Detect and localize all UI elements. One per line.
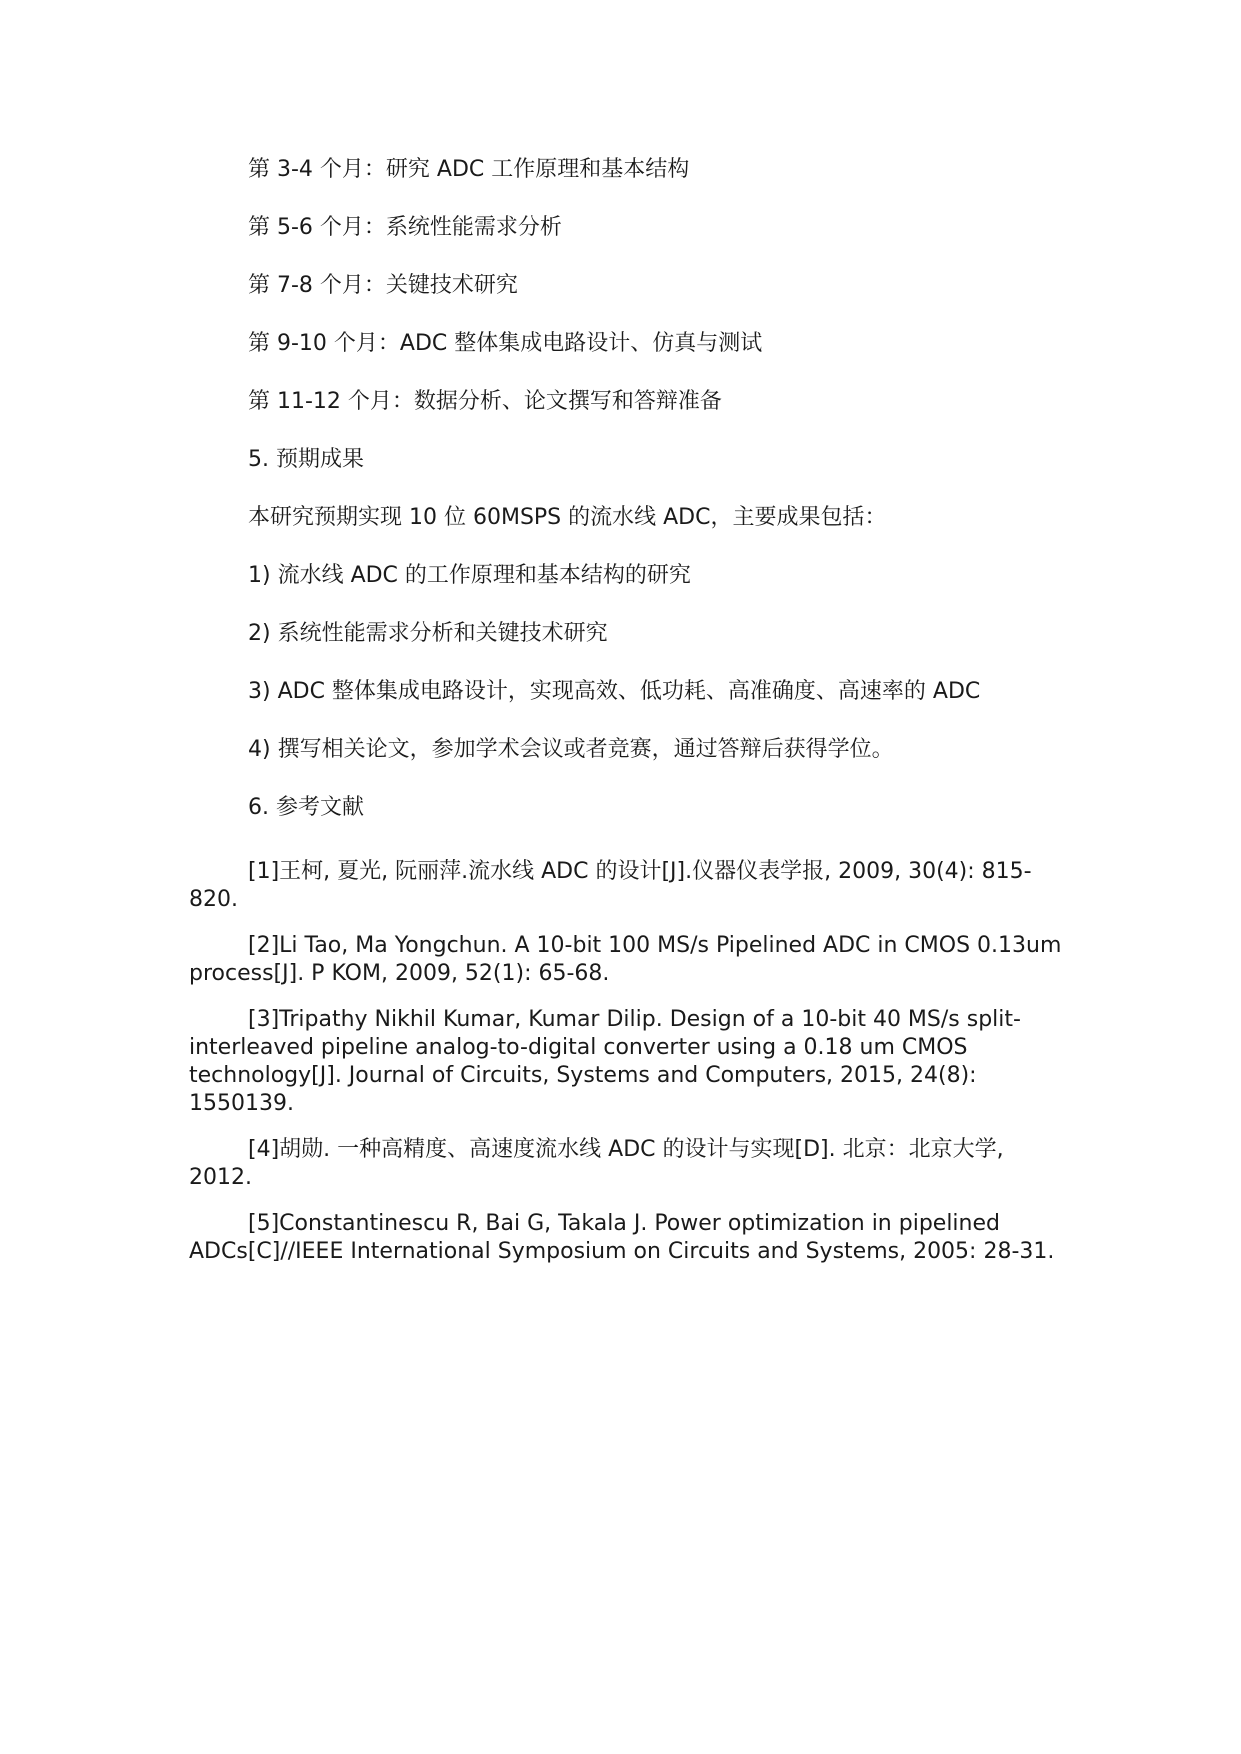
schedule-and-outcomes bbox=[248, 155, 1068, 851]
reference-entry: [2]Li Tao, Ma Yongchun. A 10-bit 100 MS/s Pipelined ADC in CMOS 0.13um process[J]. P KOM, 2009, 52(1): 65-68. bbox=[189, 933, 1062, 986]
schedule-item: 第 5-6 个月：系统性能需求分析 bbox=[248, 215, 562, 240]
outcomes-intro: 本研究预期实现 10 位 60MSPS 的流水线 ADC，主要成果包括： bbox=[248, 505, 887, 530]
reference-entry: [4]胡勋. 一种高精度、高速度流水线 ADC 的设计与实现[D]. 北京：北京大学, 2012. bbox=[189, 1137, 1004, 1190]
schedule-item: 第 3-4 个月：研究 ADC 工作原理和基本结构 bbox=[248, 157, 690, 182]
schedule-item: 第 7-8 个月：关键技术研究 bbox=[248, 273, 518, 298]
schedule-item: 第 11-12 个月：数据分析、论文撰写和答辩准备 bbox=[248, 389, 722, 414]
reference-entry: [1]王柯, 夏光, 阮丽萍.流水线 ADC 的设计[J].仪器仪表学报, 2009, 30(4): 815-820. bbox=[189, 859, 1032, 912]
schedule-item: 第 9-10 个月：ADC 整体集成电路设计、仿真与测试 bbox=[248, 331, 763, 356]
outcome-item: 4) 撰写相关论文，参加学术会议或者竞赛，通过答辩后获得学位。 bbox=[248, 737, 894, 762]
reference-entry: [3]Tripathy Nikhil Kumar, Kumar Dilip. Design of a 10-bit 40 MS/s split-interleaved pipeline analog-to-digital converter using a 0.18 um CMOS technology[J]. Journal of Circuits, Systems and Computers, 2015, 24(8): 1550139. bbox=[189, 1007, 1021, 1116]
reference-list bbox=[189, 858, 1069, 1284]
section-heading-outcomes: 5. 预期成果 bbox=[248, 447, 364, 472]
section-heading-references: 6. 参考文献 bbox=[248, 795, 364, 820]
outcome-item: 3) ADC 整体集成电路设计，实现高效、低功耗、高准确度、高速率的 ADC bbox=[248, 679, 981, 704]
outcome-item: 2) 系统性能需求分析和关键技术研究 bbox=[248, 621, 608, 646]
reference-entry: [5]Constantinescu R, Bai G, Takala J. Power optimization in pipelined ADCs[C]//IEEE International Symposium on Circuits and Systems, 2005: 28-31. bbox=[189, 1211, 1055, 1264]
outcome-item: 1) 流水线 ADC 的工作原理和基本结构的研究 bbox=[248, 563, 691, 588]
